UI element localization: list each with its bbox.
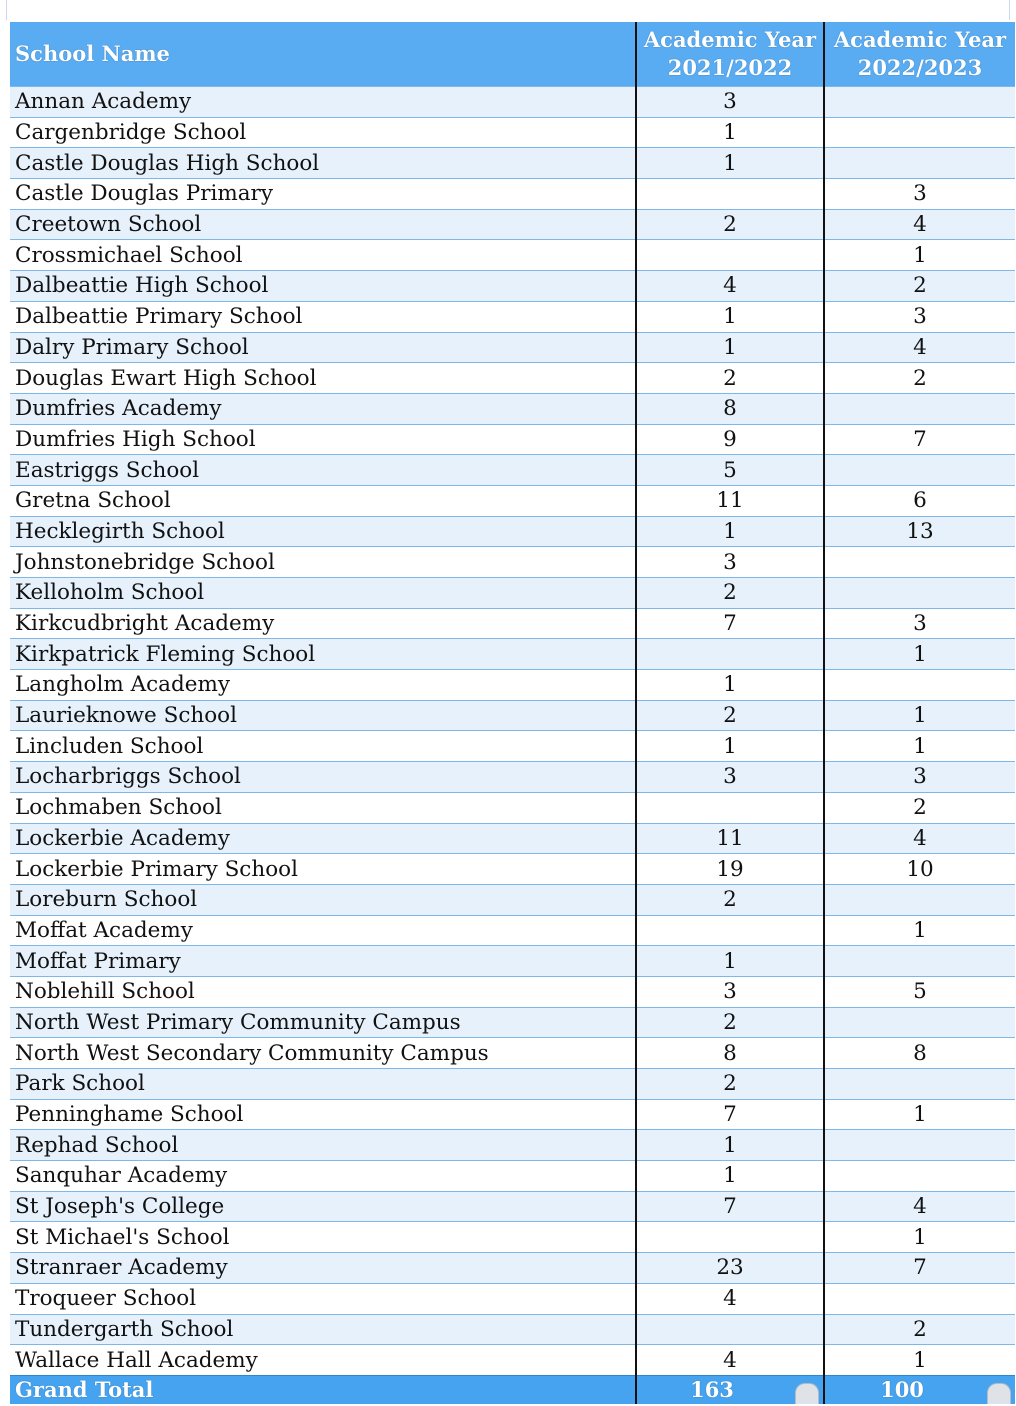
- table-row: [10, 854, 1015, 885]
- school-name-cell: Cargenbridge School: [10, 117, 636, 148]
- year-2021-2022-cell: [636, 639, 824, 670]
- top-gap: [6, 0, 1010, 20]
- year-2021-2022-cell: [636, 915, 824, 946]
- year-2021-2022-cell: 1: [636, 332, 824, 363]
- year-2021-2022-cell: 5: [636, 455, 824, 486]
- table-row: [10, 363, 1015, 394]
- year-2021-2022-cell: [636, 179, 824, 210]
- school-name-cell: Rephad School: [10, 1130, 636, 1161]
- year-2021-2022-cell: 19: [636, 854, 824, 885]
- year-2021-2022-cell: 2: [636, 1069, 824, 1100]
- grand-total-year1-cell: [636, 1375, 824, 1404]
- school-name-cell: Locharbriggs School: [10, 762, 636, 793]
- year-2022-2023-cell: 2: [824, 363, 1015, 394]
- year-2022-2023-cell: 4: [824, 332, 1015, 363]
- school-name-cell: St Michael's School: [10, 1222, 636, 1253]
- header-year-2022-2023: [824, 22, 1015, 87]
- year-2021-2022-cell: 1: [636, 117, 824, 148]
- year-2021-2022-cell: 2: [636, 578, 824, 609]
- table-row: [10, 1222, 1015, 1253]
- table-row: [10, 1314, 1015, 1345]
- table-row: [10, 547, 1015, 578]
- table-row: [10, 148, 1015, 179]
- grand-total-label: Grand Total: [10, 1375, 636, 1404]
- table-row: [10, 1007, 1015, 1038]
- school-name-cell: Sanquhar Academy: [10, 1161, 636, 1192]
- year-2022-2023-cell: 1: [824, 700, 1015, 731]
- school-name-cell: Lockerbie Primary School: [10, 854, 636, 885]
- year-2022-2023-cell: 4: [824, 1191, 1015, 1222]
- year-2021-2022-cell: 2: [636, 1007, 824, 1038]
- table-row: [10, 271, 1015, 302]
- table-row: [10, 823, 1015, 854]
- table-row: [10, 639, 1015, 670]
- year-2021-2022-cell: 11: [636, 823, 824, 854]
- school-name-cell: Lockerbie Academy: [10, 823, 636, 854]
- table-row: [10, 209, 1015, 240]
- table-row: [10, 1069, 1015, 1100]
- header-year1-line2: 2021/2022: [667, 55, 793, 80]
- year-2021-2022-cell: 2: [636, 884, 824, 915]
- school-name-cell: Dumfries Academy: [10, 393, 636, 424]
- school-name-cell: Kirkpatrick Fleming School: [10, 639, 636, 670]
- school-name-cell: North West Primary Community Campus: [10, 1007, 636, 1038]
- year-2022-2023-cell: 6: [824, 485, 1015, 516]
- table-row: [10, 700, 1015, 731]
- year-2021-2022-cell: 8: [636, 1038, 824, 1069]
- year-2021-2022-cell: 1: [636, 148, 824, 179]
- header-year2-line1: Academic Year: [833, 27, 1007, 52]
- year-2021-2022-cell: 1: [636, 301, 824, 332]
- school-name-cell: Crossmichael School: [10, 240, 636, 271]
- school-name-cell: North West Secondary Community Campus: [10, 1038, 636, 1069]
- school-name-cell: Dumfries High School: [10, 424, 636, 455]
- year-2021-2022-cell: 2: [636, 363, 824, 394]
- table-row: [10, 1130, 1015, 1161]
- year-2022-2023-cell: [824, 1161, 1015, 1192]
- year-2021-2022-cell: 3: [636, 762, 824, 793]
- table-row: [10, 1345, 1015, 1376]
- year-2021-2022-cell: 1: [636, 1130, 824, 1161]
- table-row: [10, 670, 1015, 701]
- table-row: [10, 455, 1015, 486]
- year-2021-2022-cell: 3: [636, 976, 824, 1007]
- year-2021-2022-cell: 4: [636, 1345, 824, 1376]
- school-name-cell: Lochmaben School: [10, 792, 636, 823]
- year-2022-2023-cell: [824, 1007, 1015, 1038]
- year-2021-2022-cell: 8: [636, 393, 824, 424]
- year-2021-2022-cell: 1: [636, 516, 824, 547]
- year-2022-2023-cell: 3: [824, 301, 1015, 332]
- table-row: [10, 1283, 1015, 1314]
- year-2021-2022-cell: [636, 240, 824, 271]
- school-name-cell: Penninghame School: [10, 1099, 636, 1130]
- table-row: [10, 1161, 1015, 1192]
- table-row: [10, 1191, 1015, 1222]
- filter-tab-icon[interactable]: [795, 1383, 819, 1404]
- school-name-cell: Lincluden School: [10, 731, 636, 762]
- year-2021-2022-cell: 23: [636, 1253, 824, 1284]
- year-2021-2022-cell: [636, 1222, 824, 1253]
- year-2021-2022-cell: 7: [636, 1099, 824, 1130]
- year-2022-2023-cell: 5: [824, 976, 1015, 1007]
- school-name-cell: Castle Douglas High School: [10, 148, 636, 179]
- year-2022-2023-cell: 1: [824, 915, 1015, 946]
- table-row: [10, 1038, 1015, 1069]
- year-2022-2023-cell: [824, 148, 1015, 179]
- school-name-cell: Castle Douglas Primary: [10, 179, 636, 210]
- year-2022-2023-cell: 13: [824, 516, 1015, 547]
- table-row: [10, 117, 1015, 148]
- school-name-cell: Stranraer Academy: [10, 1253, 636, 1284]
- year-2022-2023-cell: [824, 87, 1015, 118]
- table-body: [10, 87, 1015, 1376]
- year-2022-2023-cell: 2: [824, 792, 1015, 823]
- school-name-cell: Noblehill School: [10, 976, 636, 1007]
- filter-tab-icon[interactable]: [987, 1383, 1011, 1404]
- school-name-cell: Moffat Academy: [10, 915, 636, 946]
- school-name-cell: Troqueer School: [10, 1283, 636, 1314]
- school-name-cell: Tundergarth School: [10, 1314, 636, 1345]
- school-name-cell: Dalbeattie High School: [10, 271, 636, 302]
- school-table: [10, 22, 1015, 1404]
- table-row: [10, 485, 1015, 516]
- year-2022-2023-cell: [824, 455, 1015, 486]
- year-2021-2022-cell: 3: [636, 547, 824, 578]
- year-2022-2023-cell: 7: [824, 1253, 1015, 1284]
- header-row: [10, 22, 1015, 87]
- school-name-cell: Eastriggs School: [10, 455, 636, 486]
- header-year1-line1: Academic Year: [643, 27, 817, 52]
- year-2022-2023-cell: [824, 547, 1015, 578]
- year-2022-2023-cell: 1: [824, 639, 1015, 670]
- year-2022-2023-cell: 1: [824, 1222, 1015, 1253]
- school-name-cell: Kelloholm School: [10, 578, 636, 609]
- school-name-cell: Creetown School: [10, 209, 636, 240]
- year-2021-2022-cell: 1: [636, 946, 824, 977]
- year-2022-2023-cell: [824, 884, 1015, 915]
- table-row: [10, 792, 1015, 823]
- year-2021-2022-cell: 4: [636, 1283, 824, 1314]
- table-row: [10, 332, 1015, 363]
- school-name-cell: Douglas Ewart High School: [10, 363, 636, 394]
- header-year2-line2: 2022/2023: [857, 55, 983, 80]
- table-row: [10, 976, 1015, 1007]
- grand-total-year2: 100: [880, 1377, 924, 1403]
- year-2022-2023-cell: 1: [824, 1099, 1015, 1130]
- grand-total-year1: 163: [690, 1377, 734, 1403]
- school-name-cell: Johnstonebridge School: [10, 547, 636, 578]
- table-row: [10, 87, 1015, 118]
- year-2021-2022-cell: 2: [636, 209, 824, 240]
- table-row: [10, 731, 1015, 762]
- year-2022-2023-cell: 3: [824, 608, 1015, 639]
- year-2022-2023-cell: 2: [824, 271, 1015, 302]
- year-2022-2023-cell: [824, 393, 1015, 424]
- table-row: [10, 240, 1015, 271]
- year-2021-2022-cell: 7: [636, 1191, 824, 1222]
- school-name-cell: Dalry Primary School: [10, 332, 636, 363]
- table-row: [10, 301, 1015, 332]
- table-row: [10, 884, 1015, 915]
- header-school-name: School Name: [10, 22, 636, 87]
- table-row: [10, 762, 1015, 793]
- year-2021-2022-cell: 1: [636, 1161, 824, 1192]
- header-year-2021-2022: [636, 22, 824, 87]
- school-name-cell: Dalbeattie Primary School: [10, 301, 636, 332]
- year-2021-2022-cell: [636, 792, 824, 823]
- table-row: [10, 1253, 1015, 1284]
- year-2022-2023-cell: 1: [824, 731, 1015, 762]
- table-row: [10, 915, 1015, 946]
- year-2022-2023-cell: [824, 1069, 1015, 1100]
- school-name-cell: Gretna School: [10, 485, 636, 516]
- school-name-cell: Langholm Academy: [10, 670, 636, 701]
- school-name-cell: St Joseph's College: [10, 1191, 636, 1222]
- year-2022-2023-cell: 3: [824, 179, 1015, 210]
- year-2021-2022-cell: [636, 1314, 824, 1345]
- grand-total-year2-cell: [824, 1375, 1015, 1404]
- year-2022-2023-cell: 7: [824, 424, 1015, 455]
- table-row: [10, 608, 1015, 639]
- school-name-cell: Moffat Primary: [10, 946, 636, 977]
- table-row: [10, 393, 1015, 424]
- school-name-cell: Wallace Hall Academy: [10, 1345, 636, 1376]
- year-2021-2022-cell: 2: [636, 700, 824, 731]
- year-2022-2023-cell: [824, 578, 1015, 609]
- school-name-cell: Annan Academy: [10, 87, 636, 118]
- year-2022-2023-cell: [824, 1283, 1015, 1314]
- year-2021-2022-cell: 4: [636, 271, 824, 302]
- year-2022-2023-cell: 1: [824, 240, 1015, 271]
- school-name-cell: Park School: [10, 1069, 636, 1100]
- year-2021-2022-cell: 1: [636, 731, 824, 762]
- year-2021-2022-cell: 7: [636, 608, 824, 639]
- year-2022-2023-cell: 1: [824, 1345, 1015, 1376]
- year-2022-2023-cell: [824, 946, 1015, 977]
- table-row: [10, 516, 1015, 547]
- year-2022-2023-cell: 8: [824, 1038, 1015, 1069]
- year-2022-2023-cell: 4: [824, 823, 1015, 854]
- grand-total-row: [10, 1375, 1015, 1404]
- table-row: [10, 424, 1015, 455]
- school-name-cell: Laurieknowe School: [10, 700, 636, 731]
- table-row: [10, 946, 1015, 977]
- year-2021-2022-cell: 3: [636, 87, 824, 118]
- year-2021-2022-cell: 11: [636, 485, 824, 516]
- table-row: [10, 179, 1015, 210]
- year-2022-2023-cell: [824, 117, 1015, 148]
- table-row: [10, 1099, 1015, 1130]
- year-2022-2023-cell: 4: [824, 209, 1015, 240]
- school-name-cell: Hecklegirth School: [10, 516, 636, 547]
- year-2022-2023-cell: 2: [824, 1314, 1015, 1345]
- year-2022-2023-cell: [824, 670, 1015, 701]
- year-2022-2023-cell: 10: [824, 854, 1015, 885]
- year-2021-2022-cell: 1: [636, 670, 824, 701]
- school-name-cell: Kirkcudbright Academy: [10, 608, 636, 639]
- school-name-cell: Loreburn School: [10, 884, 636, 915]
- year-2021-2022-cell: 9: [636, 424, 824, 455]
- year-2022-2023-cell: 3: [824, 762, 1015, 793]
- table-row: [10, 578, 1015, 609]
- year-2022-2023-cell: [824, 1130, 1015, 1161]
